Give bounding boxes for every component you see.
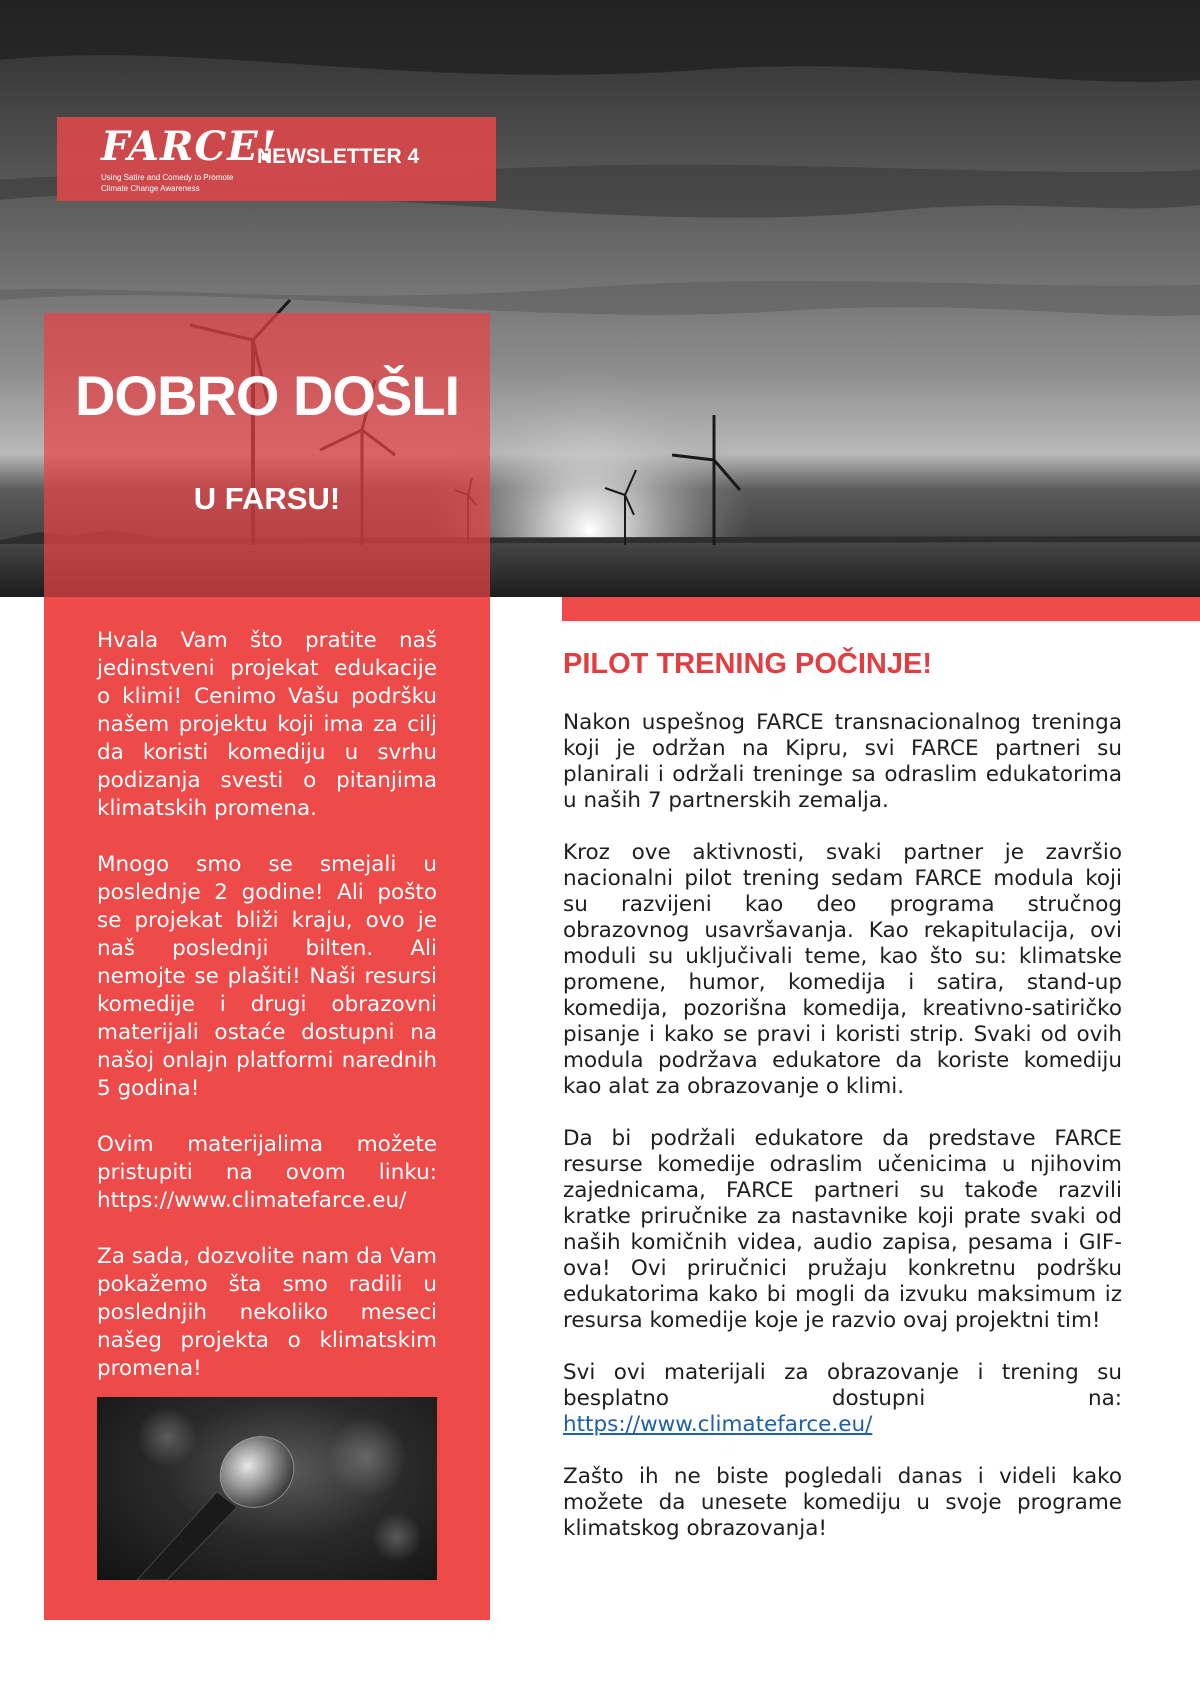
climatefarce-link[interactable]: https://www.climatefarce.eu/ [563,1412,873,1437]
newsletter-label: NEWSLETTER 4 [257,145,420,168]
right-accent-bar [562,597,1200,621]
welcome-subtitle: U FARSU! [193,481,341,516]
microphone-icon [97,1397,437,1580]
article-paragraph: Nakon uspešnog FARCE transnacionalnog treninga koji je održan na Kipru, svi FARCE partneri su planirali i održali treninge sa odraslim edukatorima u naših 7 partnerskih zemalja. [563,710,1122,813]
intro-text [97,627,437,1411]
article-paragraph: Kroz ove aktivnosti, svaki partner je završio nacionalni pilot trening sedam FARCE modula koji su razvijeni kao deo programa stručnog obrazovnog usavršavanja. Kao rekapitulacija, ovi moduli su uključivali teme, kao što su: klimatske promene, humor, komedija i satira, stand-up komedija, pozorišna komedija, kreativno-satiričko pisanje i kako se pravi i koristi strip. Svaki od ovih modula podržava edukatore da koriste komediju kao alat za obrazovanje o klimi. [563,840,1122,1099]
left-column [44,597,490,1620]
welcome-banner [44,313,490,597]
article-paragraph: Da bi podržali edukatore da predstave FARCE resurse komedije odraslim učenicima u njihovim zajednicama, FARCE partneri su takođe razvili kratke priručnike za nastavnike koji prate svaki od naših komičnih videa, audio zapisa, pesama i GIF-ova! Ovi priručnici pružaju konkretnu podršku edukatorima kako bi mogli da izvuku maksimum iz resursa komedije koje je razvio ovaj projektni tim! [563,1126,1122,1333]
logo-bar [57,117,496,201]
closing-paragraph: Zašto ih ne biste pogledali danas i videli kako možete da unesete komediju u svoje programe klimatskog obrazovanja! [563,1464,1122,1541]
access-text: Svi ovi materijali za obrazovanje i trening su besplatno dostupni na: [563,1360,1122,1411]
microphone-photo [97,1397,437,1580]
farce-logo: FARCE! [101,123,278,170]
welcome-title: DOBRO DOŠLI [74,364,460,427]
logo-tagline: Using Satire and Comedy to Promote Climate Change Awareness [101,173,234,193]
intro-paragraph: Mnogo smo se smejali u poslednje 2 godine! Ali pošto se projekat bliži kraju, ovo je naš poslednji bilten. Ali nemojte se plašiti! Naši resursi komedije i drugi obrazovni materijali ostaće dostupni na našoj onlajn platformi narednih 5 godina! [97,852,437,1101]
intro-paragraph: Hvala Vam što pratite naš jedinstveni projekat edukacije o klimi! Cenimo Vašu podršku našem projektu koji ima za cilj da koristi komediju u svrhu podizanja svesti o pitanjima klimatskih promena. [97,628,437,821]
article-text [563,710,1122,1568]
intro-paragraph: Za sada, dozvolite nam da Vam pokažemo šta smo radili u poslednjih nekoliko meseci našeg projekta o klimatskim promena! [97,1244,437,1381]
access-paragraph [563,1360,1122,1438]
section-heading: PILOT TRENING POČINJE! [563,648,932,680]
intro-paragraph: Ovim materijalima možete pristupiti na ovom linku: https://www.climatefarce.eu/ [97,1132,437,1213]
